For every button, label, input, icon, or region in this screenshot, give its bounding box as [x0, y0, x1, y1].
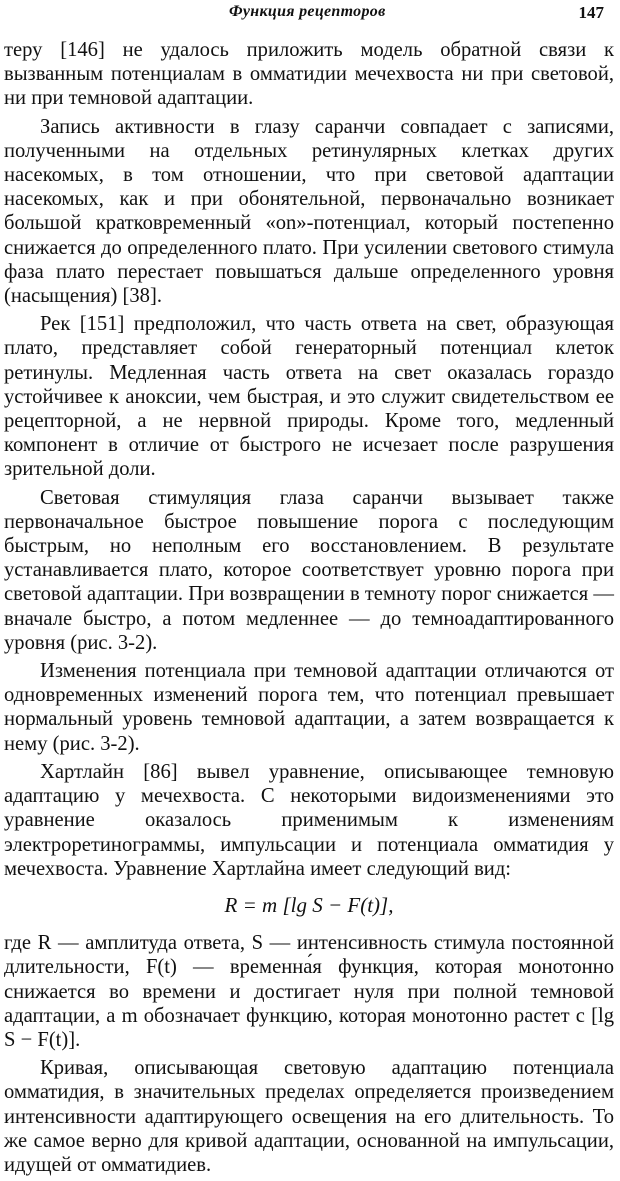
paragraph-rek-hypothesis: Рек [151] предположил, что часть ответа на свет, образующая плато, представляет собой генераторный потенциал клеток ретинулы. Медленная часть ответа на свет оказалась гораздо устойчивее к аноксии, чем быстрая, и это служит свидетельством ее рецепторной, а не нервной природы. Кроме того, медленный компонент в отличие от быстрого не исчезает после разрушения зрительной доли.	[4, 313, 614, 481]
running-title: Функция рецепторов	[229, 3, 386, 20]
paragraph-threshold: Световая стимуляция глаза саранчи вызывает также первоначальное быстрое повышение порога с последующим быстрым, но неполным его восстановлением. В результате устанавливается плато, которое соответствует уровню порога при световой адаптации. При возвращении в темноту порог снижается — вначале быстро, а потом медленнее — до темноадаптированного уровня (рис. 3-2).	[4, 486, 615, 654]
page-body	[4, 38, 614, 1181]
paragraph-definitions: где R — амплитуда ответа, S — интенсивность стимула постоянной длительности, F(t) — временна́я функция, которая монотонно снижается во времени и достигает нуля при полной темновой адаптации, а m обозначает функцию, которая монотонно растет с [lg S − F(t)].	[4, 932, 614, 1051]
hartline-formula: R = m [lg S − F(t)],	[224, 892, 394, 917]
page-header	[0, 3, 620, 29]
paragraph-hartline-equation: Хартлайн [86] вывел уравнение, описывающее темновую адаптацию у мечехвоста. С некоторыми видоизменениями это уравнение оказалось применимым к изменениям электроретинограммы, импульсации и потенциала омматидия у мечехвоста. Уравнение Хартлайна имеет следующий вид:	[4, 760, 614, 880]
paragraph-locust-recording: Запись активности в глазу саранчи совпадает с записями, полученными на отдельных ретинулярных клетках других насекомых, в том отношении, что при световой адаптации насекомых, как и при обонятельной, первоначально возникает большой кратковременный «on»-потенциал, который постепенно снижается до определенного плато. При усилении светового стимула фаза плато перестает повышаться дальше определенного уровня (насыщения) [38].	[4, 115, 614, 308]
paragraph-light-adaptation: Кривая, описывающая световую адаптацию потенциала омматидия, в значительных пределах определяется произведением интенсивности адаптирующего освещения на его длительность. То же самое верно для кривой адаптации, основанной на импульсации, идущей от омматидиев.	[4, 1057, 614, 1176]
paragraph-continuation: теру [146] не удалось приложить модель обратной связи к вызванным потенциалам в омматидии мечехвоста ни при световой, ни при темновой адаптации.	[4, 39, 614, 110]
page-number: 147	[578, 3, 604, 22]
paragraph-potential-changes: Изменения потенциала при темновой адаптации отличаются от одновременных изменений порога тем, что потенциал превышает нормальный уровень темновой адаптации, а затем возвращается к нему (рис. 3-2).	[4, 660, 614, 755]
